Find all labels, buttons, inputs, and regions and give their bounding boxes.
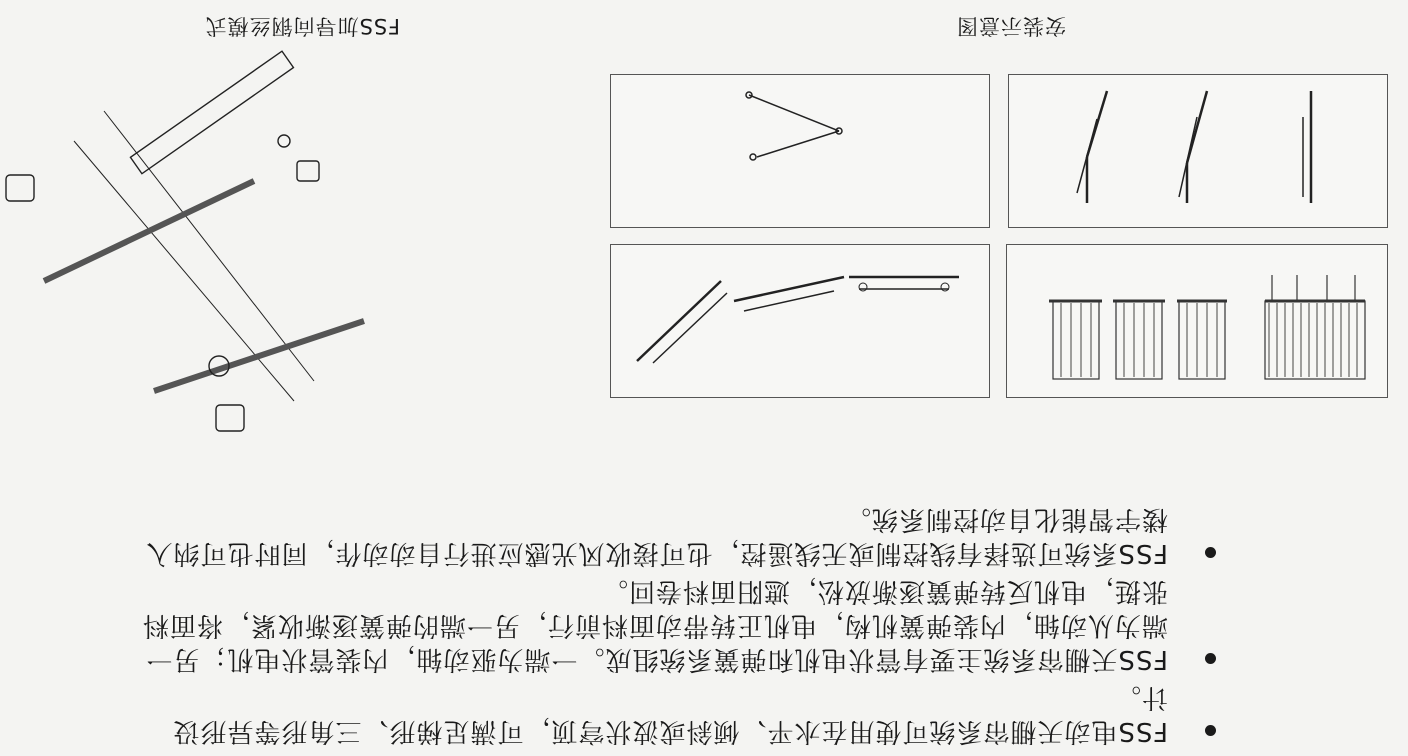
install-panel-slopes xyxy=(610,244,990,398)
bullet-text: FSS电动天棚帘系统可使用在水平、倾斜或波状穹顶，可满足梯形、三角形等异形设计。 xyxy=(172,682,1168,746)
curtain-illustration xyxy=(1007,245,1387,397)
horizontal-illustration xyxy=(611,75,989,227)
install-panel-curtains xyxy=(1006,244,1388,398)
vertical-illustration xyxy=(1009,75,1387,227)
installation-caption: 安装示意图 xyxy=(956,14,1066,38)
bullet-text: FSS系统可选择有线控制或无线遥控，也可接收风光感应进行自动动作，同时也可纳入楼宇智能化自动控制系统。 xyxy=(145,504,1168,568)
install-panel-vertical xyxy=(1008,74,1388,228)
bullet-dot xyxy=(1205,725,1216,736)
install-panel-horizontal xyxy=(610,74,990,228)
bullet-dot xyxy=(1205,547,1216,558)
feature-list xyxy=(128,498,1228,748)
slope-illustration xyxy=(611,245,989,397)
bullet-text: FSS天棚帘系统主要有管状电机和弹簧系统组成。一端为驱动轴，内装管状电机；另一端为从动轴，内装弹簧机构，电机正转带动面料前行，另一端的弹簧逐渐收紧，将面料张挺，电机反转弹簧逐渐放松，遮阳面料卷回。 xyxy=(141,576,1168,674)
structure-caption: FSS加导向钢丝模式 xyxy=(204,14,400,38)
list-item xyxy=(128,502,1228,570)
exploded-structure-drawing xyxy=(4,11,404,441)
bullet-dot xyxy=(1205,653,1216,664)
list-item xyxy=(128,680,1228,748)
list-item xyxy=(128,574,1228,676)
